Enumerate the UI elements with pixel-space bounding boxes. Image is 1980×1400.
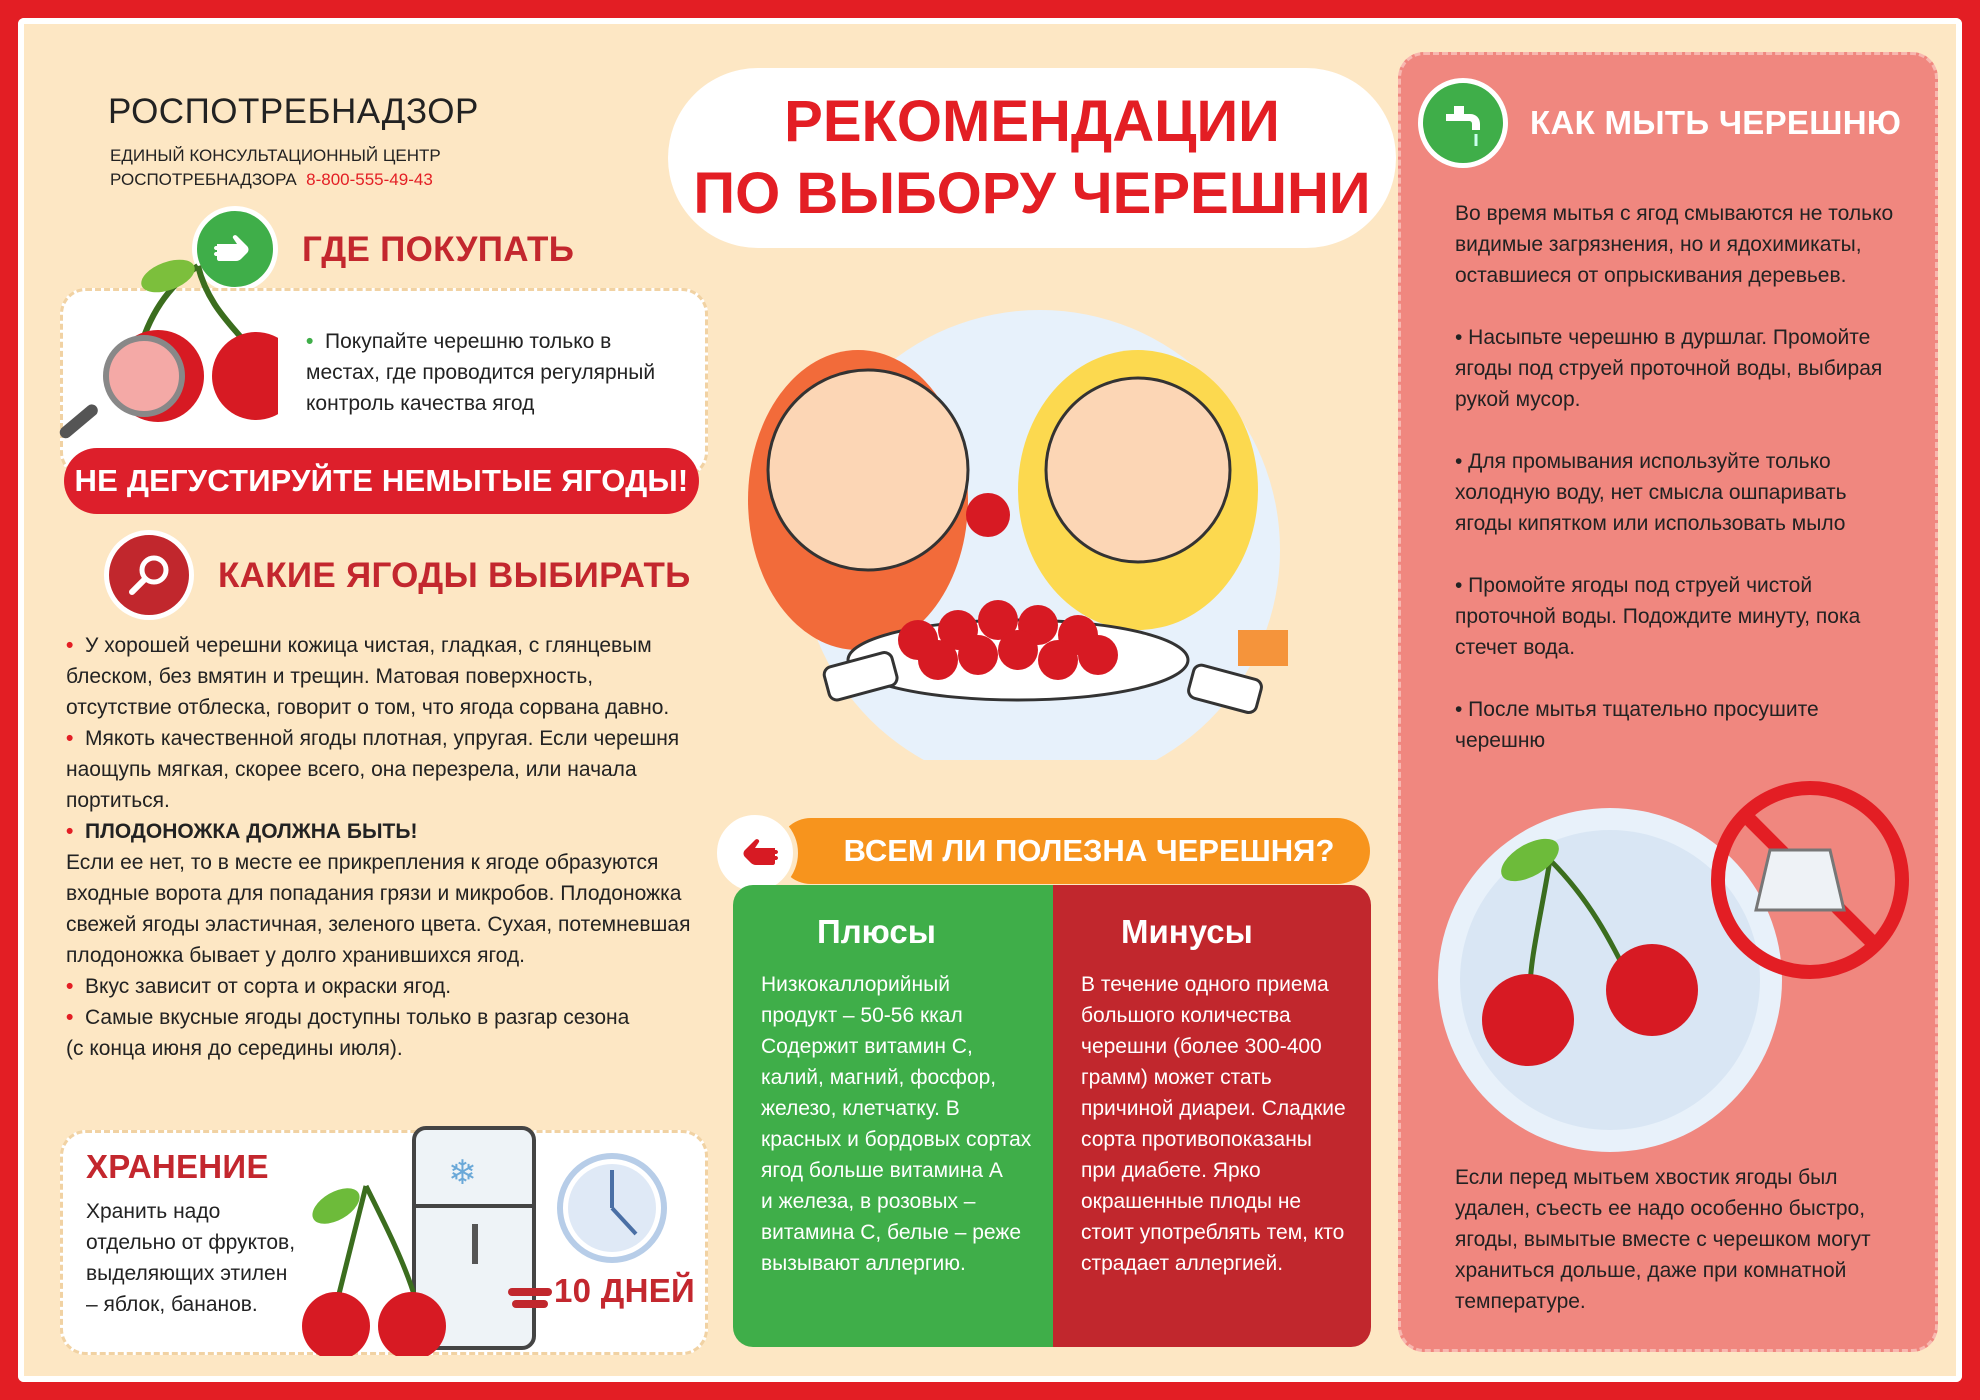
washing-cherries-illustration [1430, 780, 1920, 1160]
dash-decoration [508, 1288, 552, 1296]
choose-l5: наощупь мягкая, скорее всего, она перезрела, или начала [66, 758, 637, 781]
cons-line: черешни (более 300-400 [1081, 1035, 1322, 1058]
storage-text [86, 1196, 295, 1320]
title-line2: ПО ВЫБОРУ ЧЕРЕШНИ [693, 161, 1371, 226]
center-line1: ЕДИНЫЙ КОНСУЛЬТАЦИОННЫЙ ЦЕНТР [110, 146, 441, 165]
storage-l1: Хранить надо [86, 1200, 221, 1223]
heading-choose: КАКИЕ ЯГОДЫ ВЫБИРАТЬ [218, 556, 691, 595]
choose-l4: Мякоть качественной ягоды плотная, упругая. Если черешня [85, 727, 680, 750]
phone-number[interactable]: 8-800-555-49-43 [306, 170, 433, 189]
main-title [668, 68, 1396, 248]
pointing-hand-red-icon [712, 810, 798, 896]
pros-line: и железа, в розовых – [761, 1190, 976, 1213]
cons-line: при диабете. Ярко [1081, 1159, 1261, 1182]
girls-eating-cherries-illustration [738, 300, 1318, 760]
wash-line: ягоды под струей проточной воды, выбирая [1455, 357, 1883, 380]
pros-line: продукт – 50-56 ккал [761, 1004, 963, 1027]
choose-l10: свежей ягоды эластичная, зеленого цвета. Сухая, потемневшая [66, 913, 691, 936]
wash-line: холодную воду, нет смысла ошпаривать [1455, 481, 1847, 504]
cons-column [1053, 885, 1371, 1347]
heading-where-buy: ГДЕ ПОКУПАТЬ [302, 230, 575, 269]
choose-l9: входные ворота для попадания грязи и микробов. Плодоножка [66, 882, 682, 905]
dash-decoration-2 [512, 1300, 548, 1308]
heading-wash: КАК МЫТЬ ЧЕРЕШНЮ [1530, 104, 1902, 141]
cons-heading: Минусы [1121, 913, 1253, 950]
wash-line: ягоды, вымытые вместе с черешком могут [1455, 1228, 1871, 1251]
wash-p3 [1455, 446, 1910, 539]
pros-line: Содержит витамин С, [761, 1035, 973, 1058]
choose-l7: ПЛОДОНОЖКА ДОЛЖНА БЫТЬ! [85, 820, 418, 843]
org-name: РОСПОТРЕБНАДЗОР [108, 92, 479, 131]
faucet-icon [1418, 78, 1508, 168]
choose-l2: блеском, без вмятин и трещин. Матовая поверхность, [66, 665, 594, 688]
pros-cons-panel [733, 885, 1371, 1347]
pros-line: ягод больше витамина А [761, 1159, 1003, 1182]
center-line2: РОСПОТРЕБНАДЗОРА [110, 170, 297, 189]
wash-line: Если перед мытьем хвостик ягоды был [1455, 1166, 1838, 1189]
pros-column [733, 885, 1053, 1347]
wash-line: Во время мытья с ягод смываются не только [1455, 202, 1894, 225]
choose-l1: У хорошей черешни кожица чистая, гладкая, с глянцевым [85, 634, 652, 657]
cons-line: В течение одного приема [1081, 973, 1329, 996]
cons-line: окрашенные плоды не [1081, 1190, 1302, 1213]
wash-p4 [1455, 570, 1910, 663]
where-buy-line3: контроль качества ягод [306, 392, 535, 415]
svg-text:❄: ❄ [448, 1153, 477, 1193]
cons-line: сорта противопоказаны [1081, 1128, 1312, 1151]
wash-p1 [1455, 198, 1910, 291]
warning-banner: НЕ ДЕГУСТИРУЙТЕ НЕМЫТЫЕ ЯГОДЫ! [64, 448, 699, 514]
wash-line: ягоды кипятком или использовать мыло [1455, 512, 1846, 535]
storage-l2: отдельно от фруктов, [86, 1231, 296, 1254]
wash-line: проточной воды. Подождите минуту, пока [1455, 605, 1861, 628]
cons-line: причиной диареи. Сладкие [1081, 1097, 1346, 1120]
pros-text [761, 969, 1031, 1279]
choose-l8: Если ее нет, то в месте ее прикрепления к ягоде образуются [66, 851, 659, 874]
wash-line: температуре. [1455, 1290, 1586, 1313]
storage-days: 10 ДНЕЙ [554, 1272, 696, 1309]
pros-line: витамина С, белые – реже [761, 1221, 1022, 1244]
pros-line: калий, магний, фосфор, [761, 1066, 997, 1089]
clock-icon [556, 1152, 668, 1264]
pros-heading: Плюсы [817, 913, 936, 950]
pros-line: железо, клетчатку. В [761, 1097, 960, 1120]
where-buy-line2: местах, где проводится регулярный [306, 361, 656, 384]
wash-line: черешню [1455, 729, 1546, 752]
wash-line: храниться дольше, даже при комнатной [1455, 1259, 1847, 1282]
pros-line: красных и бордовых сортах [761, 1128, 1032, 1151]
choose-l12: Вкус зависит от сорта и окраски ягод. [85, 975, 452, 998]
wash-p6 [1455, 1162, 1910, 1317]
choose-l11: плодоножка бывает у долго хранившихся ягод. [66, 944, 525, 967]
cons-line: грамм) может стать [1081, 1066, 1272, 1089]
wash-line: удален, съесть ее надо особенно быстро, [1455, 1197, 1866, 1220]
choose-l3: отсутствие отблеска, говорит о том, что ягода сорвана давно. [66, 696, 670, 719]
org-center [110, 144, 441, 192]
wash-line: • Насыпьте черешню в дуршлаг. Промойте [1455, 326, 1871, 349]
wash-line: рукой мусор. [1455, 388, 1581, 411]
choose-l6: портиться. [66, 789, 170, 812]
magnifier-icon [104, 530, 194, 620]
storage-l3: выделяющих этилен [86, 1262, 288, 1285]
wash-p2 [1455, 322, 1910, 415]
pros-line: вызывают аллергию. [761, 1252, 966, 1275]
where-buy-text: • Покупайте черешню только в местах, где проводится регулярный контроль качества ягод [306, 326, 655, 419]
choose-l14: (с конца июня до середины июля). [66, 1037, 403, 1060]
cons-text [1081, 969, 1346, 1279]
cons-line: стоит употреблять тем, кто [1081, 1221, 1345, 1244]
pros-line: Низкокаллорийный [761, 973, 950, 996]
storage-l4: – яблок, бананов. [86, 1293, 258, 1316]
wash-line: • Промойте ягоды под струей чистой [1455, 574, 1813, 597]
cons-line: страдает аллергией. [1081, 1252, 1284, 1275]
wash-p5 [1455, 694, 1910, 756]
title-line1: РЕКОМЕНДАЦИИ [784, 89, 1280, 154]
wash-line: оставшиеся от опрыскивания деревьев. [1455, 264, 1847, 287]
fridge-cherries-icon [296, 1116, 546, 1356]
choose-text: • У хорошей черешни кожица чистая, гладкая, с глянцевым блеском, без вмятин и трещин. Матовая поверхность, отсутствие отблеска, говорит о том, что ягода сорвана давно. • Мякоть качественной ягоды плотная, упругая. Если черешня наощупь мягкая, скорее всего, она перезрела, или начала портиться. • ПЛОДОНОЖКА ДОЛЖНА БЫТЬ! Если ее нет, то в месте ее прикрепления к ягоде образуются входные ворота для попадания грязи и микробов. Плодоножка свежей ягоды эластичная, зеленого цвета. Сухая, потемневшая плодоножка бывает у долго хранившихся ягод. • Вкус зависит от сорта и окраски ягод. • Самые вкусные ягоды доступны только в разгар сезона (с конца июня до середины июля). [66, 630, 706, 1064]
question-banner: ВСЕМ ЛИ ПОЛЕЗНА ЧЕРЕШНЯ? [778, 818, 1370, 884]
wash-line: видимые загрязнения, но и ядохимикаты, [1455, 233, 1862, 256]
choose-l13: Самые вкусные ягоды доступны только в разгар сезона [85, 1006, 630, 1029]
wash-line: • После мытья тщательно просушите [1455, 698, 1819, 721]
heading-storage: ХРАНЕНИЕ [86, 1148, 269, 1185]
wash-line: • Для промывания используйте только [1455, 450, 1831, 473]
cherries-magnifier-icon [48, 246, 278, 446]
wash-line: стечет вода. [1455, 636, 1576, 659]
cons-line: большого количества [1081, 1004, 1291, 1027]
where-buy-line1: Покупайте черешню только в [325, 330, 612, 353]
